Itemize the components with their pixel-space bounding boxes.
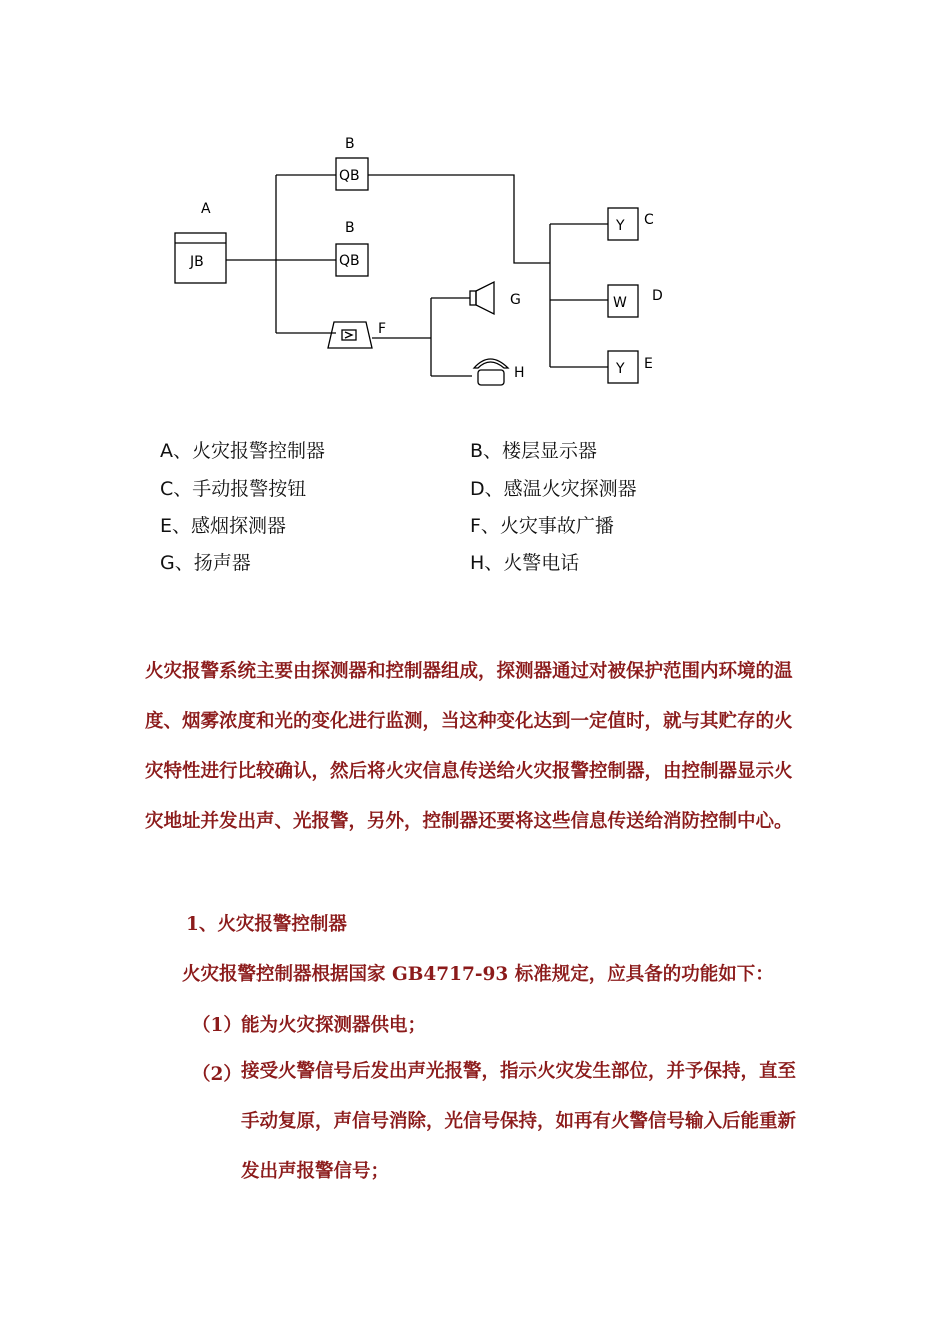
- d-symbol: W: [613, 295, 627, 311]
- legend-g: G、扬声器: [160, 552, 251, 574]
- label-b-upper: B: [345, 136, 355, 152]
- qb-label-upper: QB: [339, 168, 360, 184]
- e-symbol: Y: [616, 361, 625, 377]
- amplifier-arrow-icon: [345, 332, 352, 338]
- item2-number: （2）: [192, 1064, 242, 1085]
- label-c: C: [644, 212, 654, 228]
- label-g: G: [510, 292, 521, 308]
- label-e: E: [644, 356, 653, 372]
- standard-text: 火灾报警控制器根据国家 GB4717-93 标准规定，应具备的功能如下：: [182, 964, 774, 985]
- label-b-lower: B: [345, 220, 355, 236]
- label-h: H: [514, 365, 525, 381]
- legend-e: E、感烟探测器: [160, 515, 287, 537]
- item1-text: 能为火灾探测器供电；: [241, 1015, 427, 1036]
- speaker-body-icon: [470, 291, 476, 305]
- label-d: D: [652, 288, 663, 304]
- fire-alarm-system-diagram: [0, 0, 950, 400]
- c-symbol: Y: [616, 218, 625, 234]
- wire: [368, 175, 550, 263]
- telephone-icon: [478, 370, 504, 385]
- amplifier-inner-icon: [342, 330, 356, 340]
- section-heading: 1、火灾报警控制器: [186, 914, 347, 935]
- jb-label: JB: [190, 254, 204, 270]
- legend-b: B、楼层显示器: [470, 440, 598, 462]
- item1-number: （1）: [192, 1015, 242, 1036]
- legend-h: H、火警电话: [470, 552, 580, 574]
- label-f: F: [378, 321, 387, 337]
- qb-label-lower: QB: [339, 253, 360, 269]
- broadcast-amplifier-icon: [328, 322, 372, 348]
- legend-a: A、火灾报警控制器: [160, 440, 325, 462]
- legend-d: D、感温火灾探测器: [470, 478, 637, 500]
- legend-c: C、手动报警按钮: [160, 478, 307, 500]
- legend-f: F、火灾事故广播: [470, 515, 614, 537]
- label-a: A: [201, 201, 211, 217]
- speaker-icon: [476, 282, 494, 314]
- item2-text: 接受火警信号后发出声光报警，指示火灾发生部位，并予保持，直至手动复原，声信号消除，光信号保持，如再有火警信号输入后能重新发出声报警信号；: [241, 1061, 797, 1182]
- intro-paragraph: 火灾报警系统主要由探测器和控制器组成，探测器通过对被保护范围内环境的温度、烟雾浓度和光的变化进行监测，当这种变化达到一定值时，就与其贮存的火灾特性进行比较确认，然后将火灾信息传送给火灾报警控制器，由控制器显示火灾地址并发出声、光报警，另外，控制器还要将这些信息传送给消防控制中心。: [145, 661, 793, 832]
- telephone-handset-icon: [474, 359, 508, 368]
